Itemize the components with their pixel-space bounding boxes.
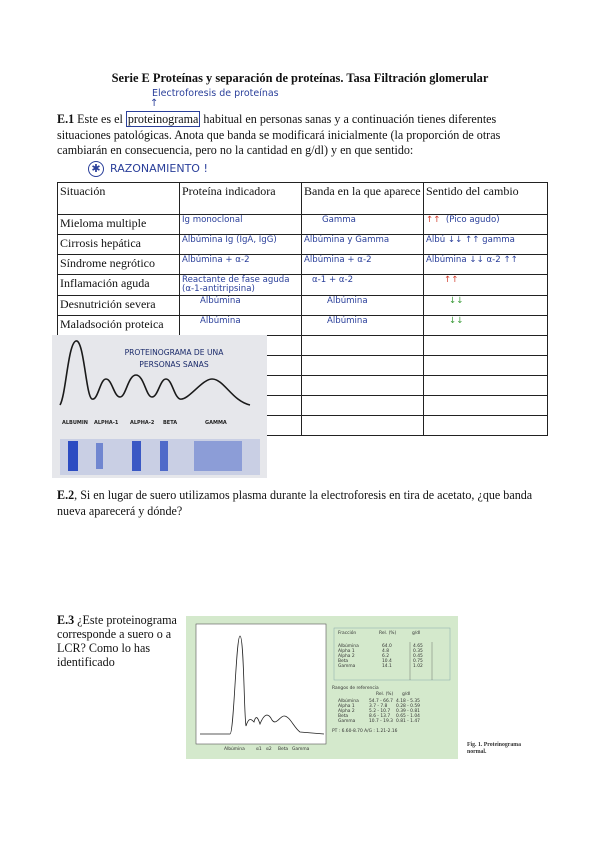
range-pct: 5.2 - 10.7 [369, 709, 391, 714]
range-name: Albúmina [338, 699, 359, 704]
cell-situacion: Inflamación aguda [58, 275, 180, 296]
ref-title: Rangos de referencia [332, 686, 379, 691]
handwritten-razonamiento [88, 161, 208, 177]
cell-sentido: ↓↓ [424, 316, 548, 336]
header-sentido: Sentido del cambio [424, 183, 548, 215]
table-header-row [58, 183, 548, 215]
fraction-name: Alpha 2 [338, 654, 355, 659]
range-name: Alpha 2 [338, 709, 355, 714]
fraction-gdl: 0.35 [413, 649, 423, 654]
cell-sentido [424, 215, 548, 235]
fraction-title: Fracción [338, 631, 357, 636]
figure-text [186, 616, 458, 759]
band-label: GAMMA [205, 420, 227, 426]
fraction-gdl: 4.65 [413, 644, 423, 649]
exercise-e1 [57, 112, 549, 159]
ref-col-pct: Rel. (%) [376, 692, 394, 697]
fraction-name: Gamma [338, 664, 356, 669]
e1-text-b: habitual en personas sanas y a continuación tienes diferentes situaciones patológicas. Anota que banda se modificará inicialmente (la proporción de otras cambiarán en consecuencia, pero no la cantidad en g/dl) y en que sentido: [57, 112, 501, 157]
proteinogram-figure [186, 616, 458, 759]
band-label: BETA [163, 420, 178, 426]
axis-label: α2 [266, 747, 272, 752]
range-pct: 8.6 - 13.7 [369, 714, 391, 719]
range-pct: 10.7 - 19.3 [369, 719, 393, 724]
band-label: ALBUMIN [62, 420, 88, 426]
cell-banda: Albúmina y Gamma [302, 235, 424, 255]
cell-situacion: Desnutrición severa [58, 296, 180, 316]
header-situacion: Situación [58, 183, 180, 215]
cell-situacion: Cirrosis hepática [58, 235, 180, 255]
range-name: Gamma [338, 719, 356, 724]
fraction-pct: 6.2 [382, 654, 389, 659]
range-name: Beta [338, 714, 349, 719]
axis-label: α1 [256, 747, 262, 752]
photo-heading: PROTEINOGRAMA DE UNA PERSONAS SANAS [124, 348, 224, 369]
band-label: ALPHA-2 [130, 420, 155, 426]
range-name: Alpha 1 [338, 704, 355, 709]
fraction-gdl: 1.02 [413, 664, 423, 669]
cell-proteina: Albúmina Ig (IgA, IgG) [180, 235, 302, 255]
e2-text: , Si en lugar de suero utilizamos plasma durante la electroforesis en tira de acetato, ¿que banda nueva aparecerá y dónde? [57, 488, 533, 518]
col-gdl: g/dl [412, 631, 421, 636]
asterisk-icon: ✱ [88, 161, 104, 177]
cell-proteina: Albúmina [180, 316, 302, 336]
cell-sentido: ↓↓ [424, 296, 548, 316]
e3-text: ¿Este proteinograma corresponde a suero o a LCR? Como lo has identificado [57, 613, 177, 669]
e1-text-a: Este es el [74, 112, 126, 126]
e1-label: E.1 [57, 112, 75, 126]
e1-keyword-boxed: proteinograma [127, 112, 199, 126]
col-pct: Rel. (%) [379, 631, 397, 636]
cell-proteina: Reactante de fase aguda (α-1-antitripsina) [180, 275, 302, 296]
range-gdl: 0.81 - 1.47 [396, 719, 420, 724]
cell-situacion: Maladsoción proteica [58, 316, 180, 336]
range-gdl: 4.18 - 5.35 [396, 699, 420, 704]
range-pct: 54.7 - 66.7 [369, 699, 393, 704]
page-title: Serie E Proteínas y separación de proteínas. Tasa Filtración glomerular [111, 71, 489, 85]
handwritten-arrow: ↑ [150, 98, 159, 109]
cell-situacion: Mieloma multiple [58, 215, 180, 235]
cell-proteina: Albúmina + α-2 [180, 255, 302, 275]
ref-col-gdl: g/dl [402, 692, 411, 697]
proteinogram-photo [52, 335, 267, 478]
sentido-extra: (Pico agudo) [445, 215, 500, 225]
cell-banda: Albúmina [302, 296, 424, 316]
exercise-e3 [57, 613, 182, 669]
cell-proteina: Albúmina [180, 296, 302, 316]
razonamiento-text: RAZONAMIENTO ! [110, 162, 208, 175]
table-row [58, 296, 548, 316]
fraction-pct: 10.4 [382, 659, 392, 664]
cell-sentido: Albúmina ↓↓ α-2 ↑↑ [424, 255, 548, 275]
axis-label: Beta [278, 747, 289, 752]
band-label: ALPHA-1 [94, 420, 119, 426]
table-row [58, 255, 548, 275]
range-gdl: 0.39 - 0.81 [396, 709, 420, 714]
e2-label: E.2 [57, 488, 75, 502]
table-row [58, 235, 548, 255]
figure-caption: Fig. 1. Proteinograma normal. [467, 742, 521, 755]
range-pct: 3.7 - 7.8 [369, 704, 388, 709]
cell-situacion: Síndrome negrótico [58, 255, 180, 275]
e3-label: E.3 [57, 613, 75, 627]
table-row [58, 215, 548, 235]
fraction-gdl: 0.75 [413, 659, 423, 664]
cell-sentido: ↑↑ [424, 275, 548, 296]
cell-banda: Albúmina + α-2 [302, 255, 424, 275]
increase-arrows-icon: ↑↑ [426, 215, 441, 225]
table-row [58, 275, 548, 296]
header-banda: Banda en la que aparece [302, 183, 424, 215]
header-proteina: Proteína indicadora [180, 183, 302, 215]
fraction-name: Albúmina [338, 644, 359, 649]
axis-label: Gamma [292, 747, 310, 752]
range-gdl: 0.28 - 0.59 [396, 704, 420, 709]
fraction-pct: 4.8 [382, 649, 389, 654]
fraction-pct: 64.0 [382, 644, 392, 649]
figure-footer: PT : 6.60-8.70 A/G : 1.21-2.16 [332, 729, 398, 734]
cell-banda: α-1 + α-2 [302, 275, 424, 296]
fraction-gdl: 0.45 [413, 654, 423, 659]
cell-banda: Gamma [302, 215, 424, 235]
handwritten-note-electroforesis: Electroforesis de proteínas [152, 88, 279, 99]
fraction-name: Alpha 1 [338, 649, 355, 654]
axis-label: Albúmina [224, 747, 245, 752]
cell-sentido: Albú ↓↓ ↑↑ gamma [424, 235, 548, 255]
fraction-pct: 14.1 [382, 664, 392, 669]
fraction-name: Beta [338, 659, 349, 664]
table-row [58, 316, 548, 336]
cell-proteina: Ig monoclonal [180, 215, 302, 235]
cell-banda: Albúmina [302, 316, 424, 336]
exercise-e2 [57, 488, 549, 519]
range-gdl: 0.65 - 1.04 [396, 714, 420, 719]
